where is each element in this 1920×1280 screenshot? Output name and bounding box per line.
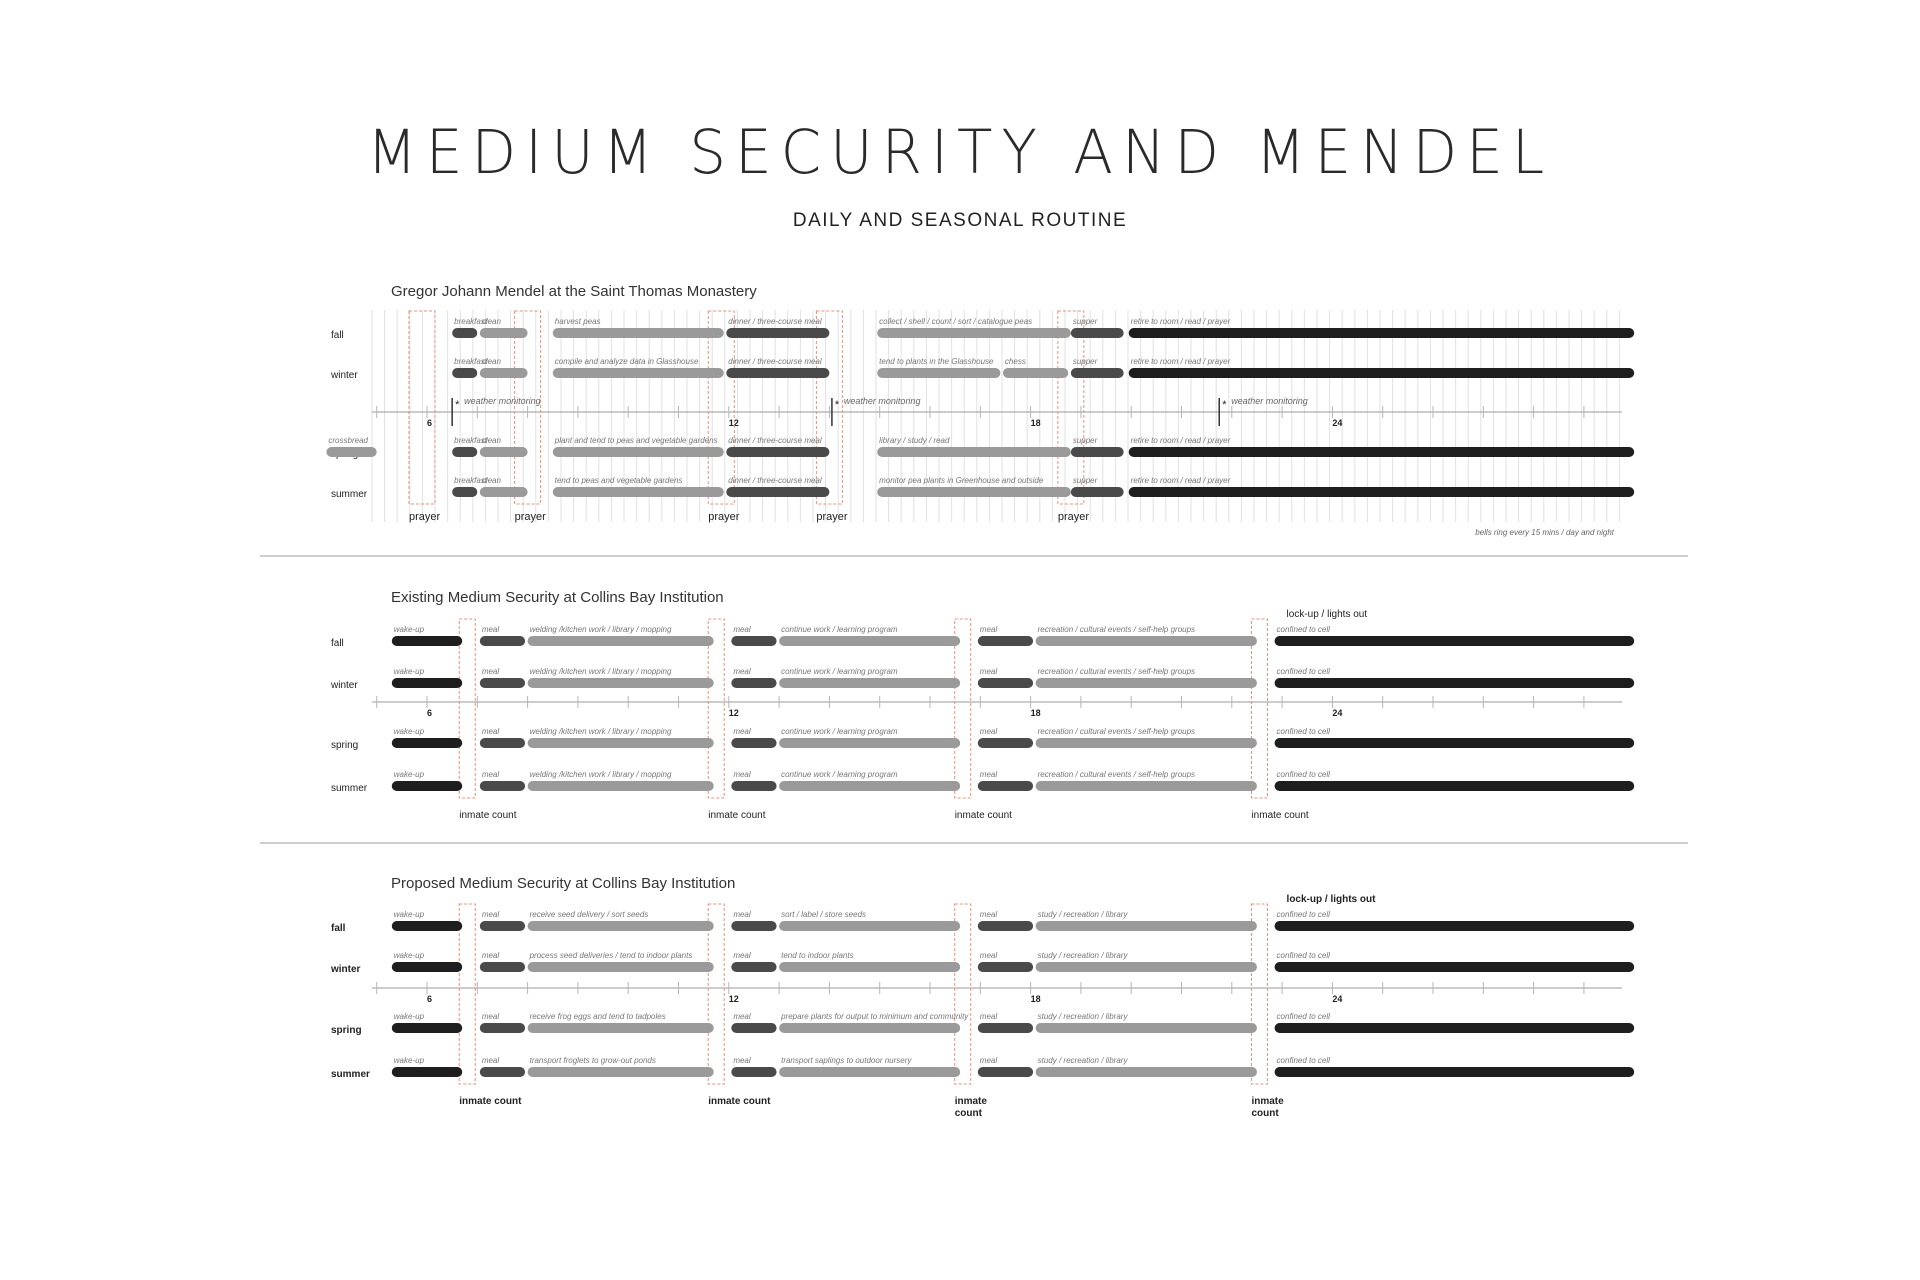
marker-label: inmate count	[708, 1096, 771, 1107]
marker-label: inmate count	[459, 1096, 522, 1107]
activity-label: collect / shell / count / sort / catalogue peas	[879, 317, 1033, 326]
activity-label: study / recreation / library	[1037, 951, 1128, 960]
activity-label: wake-up	[393, 625, 425, 634]
activity-label: breakfast	[454, 436, 488, 445]
activity-bar	[553, 328, 724, 338]
activity-bar	[1275, 962, 1635, 972]
activity-label: recreation / cultural events / self-help groups	[1037, 770, 1196, 779]
tick-label: 6	[427, 994, 433, 1004]
activity-label: welding /kitchen work / library / mopping	[529, 625, 672, 634]
activity-bar	[392, 962, 462, 972]
activity-bar	[877, 487, 1071, 497]
activity-bar	[480, 368, 528, 378]
weather-label: weather monitoring	[1231, 396, 1308, 406]
activity-bar	[528, 678, 714, 688]
activity-bar	[392, 636, 462, 646]
activity-label: breakfast	[454, 476, 488, 485]
activity-label: meal	[733, 667, 751, 676]
season-label: spring	[331, 1025, 362, 1036]
activity-label: study / recreation / library	[1037, 1056, 1128, 1065]
activity-label: meal	[979, 1012, 998, 1021]
activity-bar	[480, 328, 528, 338]
activity-label: tend to indoor plants	[781, 951, 854, 960]
activity-bar	[480, 738, 525, 748]
activity-label: library / study / read	[879, 436, 950, 445]
activity-label: retire to room / read / prayer	[1130, 436, 1231, 445]
activity-label: plant and tend to peas and vegetable gardens	[554, 436, 718, 445]
activity-bar	[877, 368, 1000, 378]
activity-bar	[480, 447, 528, 457]
activity-label: crossbread	[328, 436, 368, 445]
activity-bar	[978, 921, 1033, 931]
activity-label: wake-up	[393, 667, 425, 676]
weather-asterisk: *	[455, 399, 460, 411]
activity-label: clean	[481, 436, 501, 445]
activity-label: monitor pea plants in Greenhouse and outside	[879, 476, 1044, 485]
activity-label: wake-up	[393, 951, 425, 960]
activity-bar	[528, 1067, 714, 1077]
activity-label: meal	[979, 770, 998, 779]
activity-bar	[877, 447, 1071, 457]
weather-asterisk: *	[1222, 399, 1227, 411]
activity-bar	[480, 921, 525, 931]
section-2	[330, 589, 1634, 821]
marker-label: inmate count	[1251, 810, 1309, 821]
activity-label: tend to plants in the Glasshouse	[879, 357, 994, 366]
activity-bar	[978, 636, 1033, 646]
activity-bar	[978, 962, 1033, 972]
activity-label: wake-up	[393, 770, 425, 779]
activity-bar	[452, 487, 477, 497]
activity-bar	[779, 1067, 960, 1077]
activity-bar	[452, 368, 477, 378]
season-label: winter	[331, 680, 358, 691]
activity-bar	[528, 921, 714, 931]
activity-bar	[480, 678, 525, 688]
activity-bar	[1275, 738, 1635, 748]
activity-label: welding /kitchen work / library / mopping	[529, 727, 672, 736]
activity-label: process seed deliveries / tend to indoor plants	[529, 951, 693, 960]
activity-bar	[1071, 328, 1124, 338]
activity-label: confined to cell	[1276, 910, 1330, 919]
tick-label: 6	[427, 418, 433, 428]
activity-bar	[731, 738, 776, 748]
activity-bar	[528, 962, 714, 972]
activity-label: clean	[481, 317, 501, 326]
activity-bar	[392, 781, 462, 791]
activity-label: wake-up	[393, 1056, 425, 1065]
activity-label: retire to room / read / prayer	[1130, 476, 1231, 485]
activity-bar	[480, 636, 525, 646]
schedule-marker-box	[459, 619, 475, 798]
weather-label: weather monitoring	[464, 396, 541, 406]
activity-label: chess	[1004, 357, 1026, 366]
activity-label: transport saplings to outdoor nursery	[781, 1056, 912, 1065]
activity-label: breakfast	[454, 357, 488, 366]
activity-bar	[731, 1067, 776, 1077]
activity-label: continue work / learning program	[781, 667, 898, 676]
season-label: summer	[331, 1069, 370, 1080]
marker-label: prayer	[708, 511, 740, 523]
activity-bar	[1036, 962, 1257, 972]
activity-bar	[731, 636, 776, 646]
tick-label: 24	[1332, 994, 1343, 1004]
activity-label: recreation / cultural events / self-help groups	[1037, 667, 1196, 676]
marker-label: prayer	[1057, 511, 1090, 523]
activity-label: meal	[979, 727, 998, 736]
season-label: spring	[331, 740, 359, 751]
marker-label: inmate count	[459, 810, 517, 821]
schedule-marker-box	[1251, 619, 1267, 798]
tick-label: 12	[728, 994, 739, 1004]
activity-label: recreation / cultural events / self-help groups	[1037, 727, 1196, 736]
activity-bar	[1275, 1067, 1635, 1077]
activity-label: confined to cell	[1276, 770, 1330, 779]
activity-label: supper	[1072, 476, 1098, 485]
season-label: fall	[331, 330, 344, 341]
activity-bar	[779, 678, 960, 688]
activity-label: wake-up	[393, 727, 425, 736]
activity-bar	[452, 447, 477, 457]
activity-bar	[1036, 921, 1257, 931]
season-label: winter	[331, 964, 361, 975]
tick-label: 18	[1030, 708, 1041, 718]
activity-bar	[877, 328, 1071, 338]
lockup-label: lock-up / lights out	[1286, 894, 1376, 905]
activity-label: welding /kitchen work / library / mopping	[529, 667, 672, 676]
activity-bar	[528, 1023, 714, 1033]
activity-label: breakfast	[454, 317, 488, 326]
activity-bar	[1129, 487, 1635, 497]
activity-label: meal	[733, 951, 751, 960]
activity-label: supper	[1072, 436, 1098, 445]
activity-bar	[1003, 368, 1068, 378]
activity-bar	[528, 781, 714, 791]
activity-label: confined to cell	[1276, 1056, 1330, 1065]
activity-bar	[553, 487, 724, 497]
season-label: fall	[331, 923, 346, 934]
tick-label: 18	[1030, 418, 1041, 428]
activity-label: retire to room / read / prayer	[1130, 357, 1231, 366]
activity-bar	[1036, 1023, 1257, 1033]
activity-label: recreation / cultural events / self-help groups	[1037, 625, 1196, 634]
marker-label: prayer	[408, 511, 441, 523]
activity-label: meal	[481, 951, 500, 960]
activity-bar	[1275, 678, 1635, 688]
activity-label: meal	[733, 625, 751, 634]
schedule-marker-box	[955, 619, 971, 798]
activity-label: prepare plants for output to minimum and community	[781, 1012, 969, 1021]
activity-bar	[779, 962, 960, 972]
activity-label: retire to room / read / prayer	[1130, 317, 1231, 326]
activity-label: meal	[979, 625, 998, 634]
activity-label: meal	[733, 1012, 751, 1021]
activity-label: meal	[733, 727, 751, 736]
activity-label: transport froglets to grow-out ponds	[529, 1056, 656, 1065]
schedule-marker-box	[708, 619, 724, 798]
activity-label: welding /kitchen work / library / mopping	[529, 770, 672, 779]
schedule-marker-box	[708, 904, 724, 1084]
activity-label: harvest peas	[554, 317, 601, 326]
tick-label: 24	[1332, 418, 1343, 428]
marker-label: inmate	[1251, 1096, 1284, 1107]
schedule-marker-box	[955, 904, 971, 1084]
activity-label: supper	[1072, 357, 1098, 366]
section-title: Gregor Johann Mendel at the Saint Thomas Monastery	[391, 283, 757, 300]
activity-label: meal	[481, 625, 500, 634]
activity-bar	[480, 1023, 525, 1033]
activity-bar	[480, 962, 525, 972]
activity-label: confined to cell	[1276, 951, 1330, 960]
tick-label: 12	[728, 708, 739, 718]
activity-label: receive frog eggs and tend to tadpoles	[529, 1012, 666, 1021]
schedule-marker-box	[459, 904, 475, 1084]
marker-label: inmate count	[708, 810, 766, 821]
tick-label: 24	[1332, 708, 1343, 718]
activity-bar	[779, 921, 960, 931]
activity-bar	[726, 487, 829, 497]
activity-label: confined to cell	[1276, 727, 1330, 736]
activity-bar	[731, 962, 776, 972]
page-title: MEDIUM SECURITY AND MENDEL	[366, 116, 1554, 188]
activity-bar	[779, 781, 960, 791]
activity-label: dinner / three-course meal	[728, 317, 822, 326]
activity-label: meal	[979, 1056, 998, 1065]
activity-bar	[1275, 921, 1635, 931]
activity-bar	[392, 1067, 462, 1077]
page-subtitle: DAILY AND SEASONAL ROUTINE	[792, 210, 1128, 231]
activity-bar	[480, 487, 528, 497]
activity-bar	[726, 328, 829, 338]
season-label: summer	[331, 783, 368, 794]
section-title: Existing Medium Security at Collins Bay Institution	[391, 589, 724, 606]
activity-bar	[1129, 447, 1635, 457]
activity-label: meal	[733, 910, 751, 919]
tick-label: 6	[427, 708, 433, 718]
activity-bar	[779, 738, 960, 748]
weather-asterisk: *	[834, 399, 840, 411]
section-1	[326, 283, 1634, 537]
activity-label: dinner / three-course meal	[728, 436, 822, 445]
activity-label: clean	[481, 357, 501, 366]
activity-bar	[1275, 636, 1635, 646]
season-label: summer	[331, 489, 368, 500]
activity-label: meal	[481, 667, 500, 676]
activity-label: meal	[979, 667, 998, 676]
activity-bar	[779, 1023, 960, 1033]
activity-label: supper	[1072, 317, 1098, 326]
activity-label: sort / label / store seeds	[781, 910, 867, 919]
activity-bar	[480, 1067, 525, 1077]
activity-bar	[726, 368, 829, 378]
activity-bar	[1036, 738, 1257, 748]
activity-bar	[978, 678, 1033, 688]
activity-bar	[1129, 368, 1635, 378]
activity-bar	[1036, 636, 1257, 646]
marker-label: count	[954, 1108, 982, 1119]
activity-bar	[1071, 487, 1124, 497]
activity-label: receive seed delivery / sort seeds	[529, 910, 649, 919]
activity-bar	[392, 1023, 462, 1033]
tick-label: 12	[728, 418, 739, 428]
marker-label: prayer	[514, 511, 546, 523]
activity-bar	[528, 636, 714, 646]
activity-label: clean	[481, 476, 501, 485]
activity-bar	[1275, 781, 1635, 791]
section-3	[330, 875, 1634, 1119]
activity-bar	[978, 781, 1033, 791]
lockup-label: lock-up / lights out	[1286, 609, 1368, 620]
activity-label: confined to cell	[1276, 625, 1330, 634]
marker-label: prayer	[816, 511, 848, 523]
activity-label: dinner / three-course meal	[728, 357, 822, 366]
activity-bar	[731, 678, 776, 688]
activity-label: continue work / learning program	[781, 770, 898, 779]
activity-label: meal	[733, 1056, 751, 1065]
activity-label: study / recreation / library	[1037, 910, 1128, 919]
activity-bar	[480, 781, 525, 791]
activity-bar	[1071, 447, 1124, 457]
activity-label: meal	[481, 770, 500, 779]
activity-bar	[392, 921, 462, 931]
tick-label: 18	[1030, 994, 1041, 1004]
activity-bar	[326, 447, 376, 457]
activity-label: confined to cell	[1276, 1012, 1330, 1021]
marker-label: inmate	[954, 1096, 987, 1107]
activity-bar	[731, 781, 776, 791]
activity-bar	[452, 328, 477, 338]
activity-bar	[978, 738, 1033, 748]
weather-label: weather monitoring	[843, 396, 921, 406]
activity-bar	[392, 738, 462, 748]
section-title: Proposed Medium Security at Collins Bay Institution	[391, 875, 736, 892]
activity-label: meal	[481, 1056, 500, 1065]
activity-label: meal	[979, 951, 998, 960]
marker-label: inmate count	[954, 810, 1012, 821]
marker-label: count	[1251, 1108, 1279, 1119]
footnote: bells ring every 15 mins / day and night	[1475, 528, 1614, 537]
activity-label: tend to peas and vegetable gardens	[554, 476, 683, 485]
activity-bar	[1036, 678, 1257, 688]
activity-label: study / recreation / library	[1037, 1012, 1128, 1021]
activity-bar	[1071, 368, 1124, 378]
season-label: fall	[331, 638, 344, 649]
activity-label: wake-up	[393, 1012, 425, 1021]
activity-bar	[978, 1023, 1033, 1033]
schedule-marker-box	[1251, 904, 1267, 1084]
activity-label: meal	[481, 910, 500, 919]
activity-bar	[553, 447, 724, 457]
activity-bar	[1129, 328, 1635, 338]
activity-label: meal	[481, 1012, 500, 1021]
activity-bar	[528, 738, 714, 748]
activity-bar	[779, 636, 960, 646]
activity-label: meal	[979, 910, 998, 919]
activity-bar	[392, 678, 462, 688]
activity-bar	[731, 921, 776, 931]
activity-bar	[731, 1023, 776, 1033]
activity-label: meal	[733, 770, 751, 779]
activity-label: continue work / learning program	[781, 625, 898, 634]
season-label: winter	[331, 370, 358, 381]
activity-bar	[553, 368, 724, 378]
activity-label: compile and analyze data in Glasshouse	[554, 357, 699, 366]
activity-label: dinner / three-course meal	[728, 476, 822, 485]
activity-bar	[1036, 781, 1257, 791]
activity-label: continue work / learning program	[781, 727, 898, 736]
activity-bar	[978, 1067, 1033, 1077]
activity-label: meal	[481, 727, 500, 736]
activity-bar	[726, 447, 829, 457]
activity-bar	[1036, 1067, 1257, 1077]
activity-label: wake-up	[393, 910, 425, 919]
activity-bar	[1275, 1023, 1635, 1033]
activity-label: confined to cell	[1276, 667, 1330, 676]
